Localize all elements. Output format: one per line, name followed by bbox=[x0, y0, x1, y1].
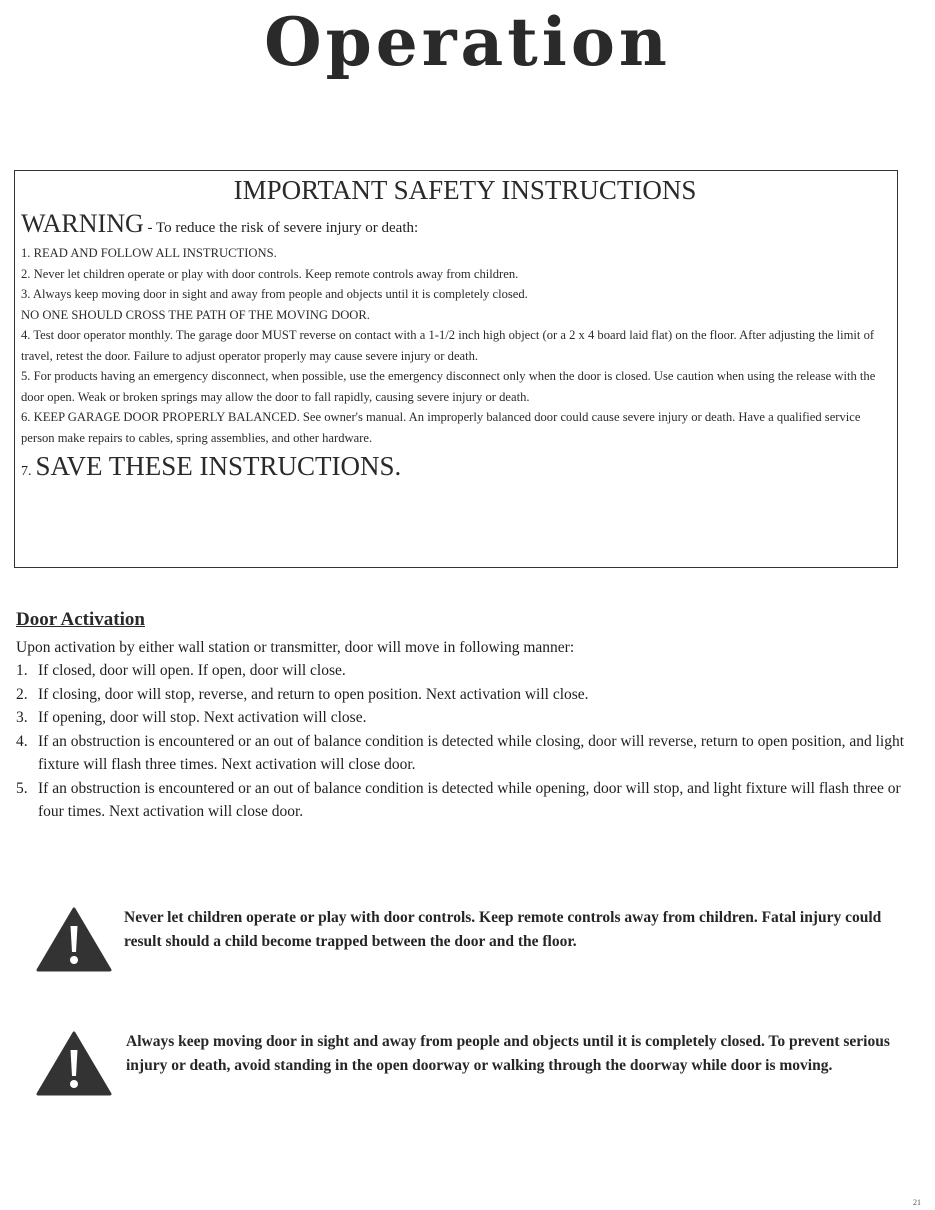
list-item bbox=[16, 683, 926, 707]
list-item bbox=[16, 659, 926, 683]
safety-item-4: 4. Test door operator monthly. The garage door MUST reverse on contact with a 1-1/2 inch high object (or a 2 x 4 board laid flat) on the floor. After adjusting the limit of travel, retest the door. Failure to adjust operator properly may cause severe injury or death. bbox=[21, 328, 875, 363]
safety-item-6: 6. KEEP GARAGE DOOR PROPERLY BALANCED. See owner's manual. An improperly balanced door could cause severe injury or death. Have a qualified service person make repairs to cables, spring assemblies, and other hardware. bbox=[21, 410, 861, 445]
door-activation-section bbox=[16, 605, 926, 824]
activation-list bbox=[16, 659, 926, 824]
save-number: 7. bbox=[21, 464, 32, 479]
list-item-text: If opening, door will stop. Next activation will close. bbox=[38, 709, 367, 726]
safety-item-1: 1. READ AND FOLLOW ALL INSTRUCTIONS. bbox=[21, 246, 277, 260]
page-number: 21 bbox=[913, 1198, 921, 1207]
warning-rest: - To reduce the risk of severe injury or death: bbox=[143, 220, 419, 236]
safety-item-no-one: NO ONE SHOULD CROSS THE PATH OF THE MOVING DOOR. bbox=[21, 307, 370, 322]
warning-word: WARNING bbox=[21, 209, 144, 238]
warning-triangle-icon bbox=[36, 1030, 112, 1096]
list-item-text: If an obstruction is encountered or an out of balance condition is detected while closing, door will reverse, return to open position, and light fixture will flash three times. Next activation will close door. bbox=[38, 732, 905, 773]
safety-item-5: 5. For products having an emergency disconnect, when possible, use the emergency disconnect only when the door is closed. Use caution when using the release with the door open. Weak or broken springs may allow the door to fall rapidly, causing severe injury or death. bbox=[21, 369, 876, 404]
safety-instructions-box bbox=[14, 170, 898, 568]
warning-text: Never let children operate or play with door controls. Keep remote controls away from children. Fatal injury could result should a child become trapped between the door and the floor. bbox=[124, 909, 882, 950]
page-title: Operation bbox=[264, 3, 671, 81]
save-instructions-line bbox=[21, 450, 889, 488]
warning-text: Always keep moving door in sight and away from people and objects until it is completely closed. To prevent serious injury or death, avoid standing in the open doorway or walking through the doorway while door is moving. bbox=[126, 1033, 890, 1074]
list-item bbox=[16, 706, 926, 730]
save-text: SAVE THESE INSTRUCTIONS. bbox=[35, 451, 402, 481]
list-item-number: 2. bbox=[16, 685, 28, 703]
list-item-text: If closed, door will open. If open, door will close. bbox=[38, 662, 346, 679]
warning-line bbox=[21, 209, 889, 243]
safety-item-3: 3. Always keep moving door in sight and away from people and objects until it is completely closed. bbox=[21, 287, 528, 301]
safety-heading: IMPORTANT SAFETY INSTRUCTIONS bbox=[233, 175, 697, 205]
warning-triangle-icon bbox=[36, 906, 112, 972]
list-item bbox=[16, 777, 926, 824]
list-item-number: 3. bbox=[16, 709, 28, 726]
list-item-text: If an obstruction is encountered or an out of balance condition is detected while opening, door will stop, and light fixture will flash three or four times. Next activation will close door. bbox=[38, 779, 901, 820]
list-item bbox=[16, 730, 926, 777]
section-intro: Upon activation by either wall station or transmitter, door will move in following manner: bbox=[16, 639, 575, 656]
safety-item-2: 2. Never let children operate or play with door controls. Keep remote controls away from children. bbox=[21, 266, 519, 281]
section-title: Door Activation bbox=[16, 609, 145, 630]
list-item-number: 5. bbox=[16, 779, 28, 797]
list-item-number: 1. bbox=[16, 662, 28, 679]
moving-door-warning bbox=[36, 1030, 896, 1096]
child-safety-warning bbox=[36, 906, 896, 972]
list-item-number: 4. bbox=[16, 732, 28, 750]
list-item-text: If closing, door will stop, reverse, and return to open position. Next activation will close. bbox=[38, 685, 589, 703]
